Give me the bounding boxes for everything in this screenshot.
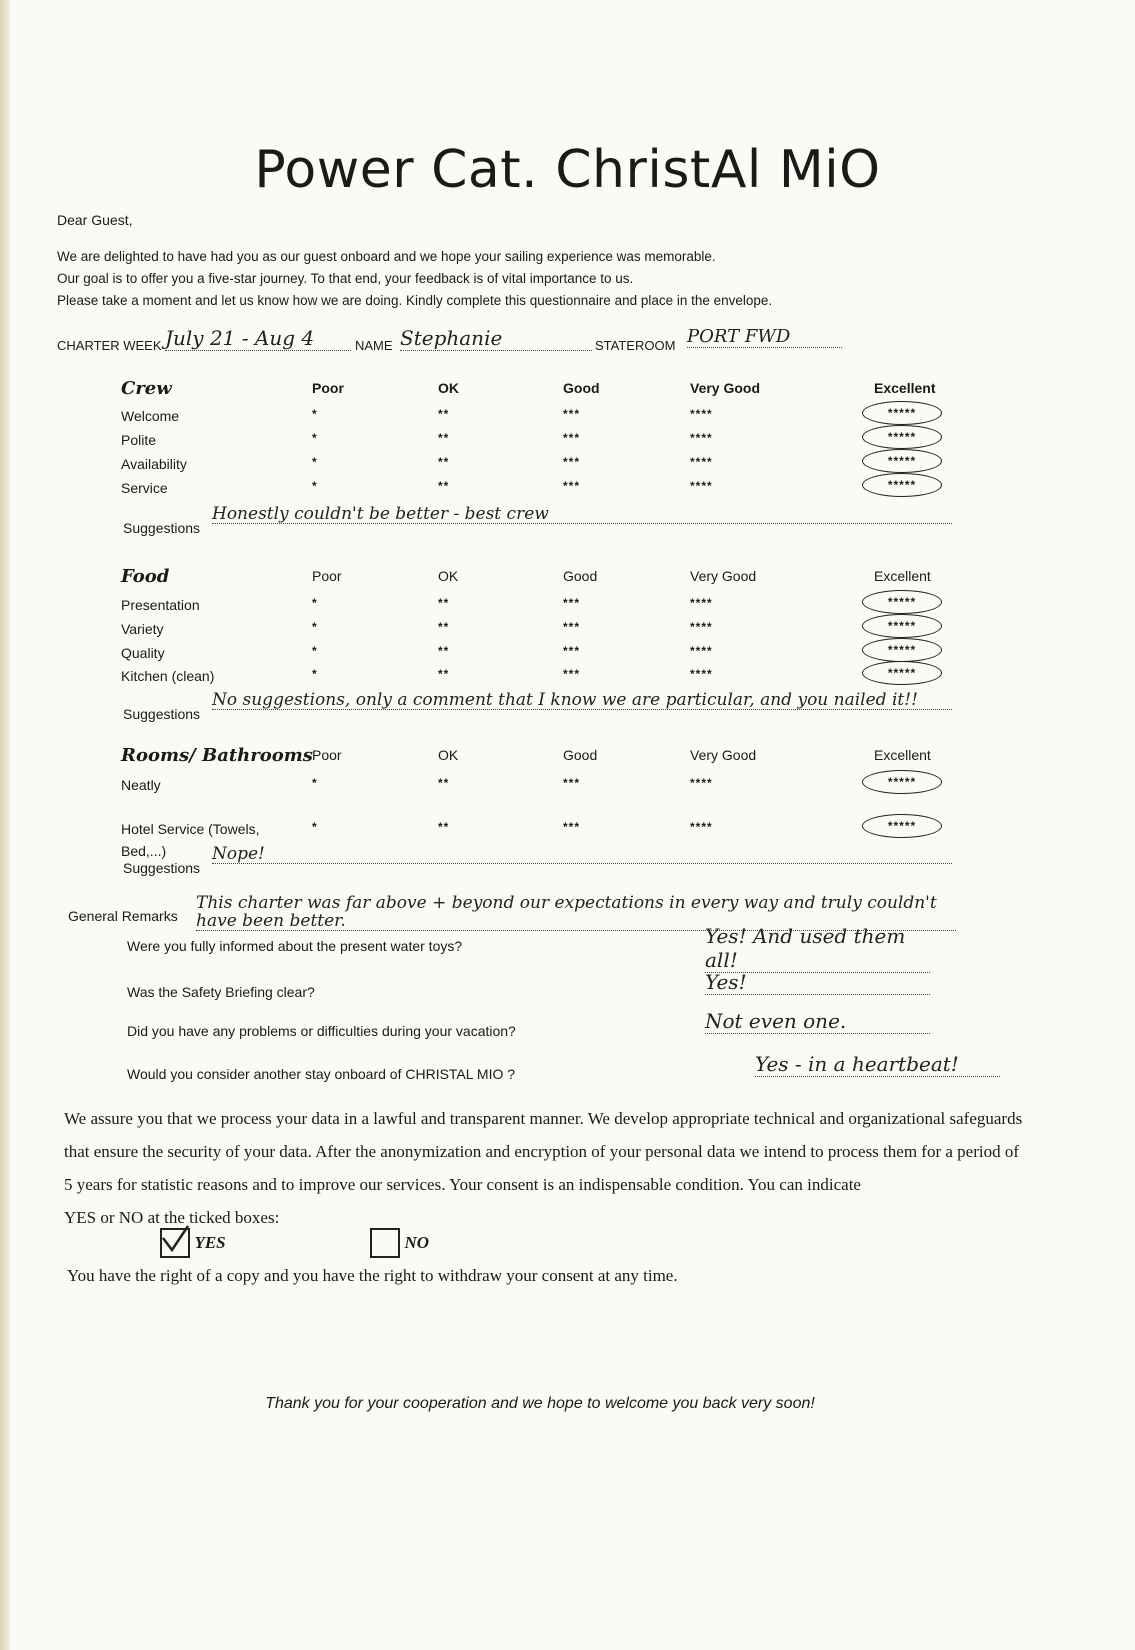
name-field[interactable]: Stephanie [400, 326, 592, 351]
greeting: Dear Guest, [57, 212, 133, 228]
rating-option[interactable]: **** [690, 620, 713, 634]
rating-option[interactable]: * [312, 820, 318, 834]
suggestions-label: Suggestions [123, 860, 201, 876]
rating-item-label: Welcome [121, 408, 180, 424]
rating-option[interactable]: *** [563, 820, 581, 834]
rating-option[interactable]: **** [690, 479, 713, 493]
section-title: Rooms/ Bathrooms [121, 745, 313, 766]
suggestions-label: Suggestions [123, 520, 201, 536]
rating-option[interactable]: ** [438, 479, 450, 493]
column-header: Very Good [690, 568, 757, 584]
column-header: Very Good [690, 380, 761, 396]
section-title: Crew [121, 378, 172, 399]
rating-option[interactable]: * [312, 596, 318, 610]
intro-line: We are delighted to have had you as our guest onboard and we hope your sailing experience was memorable. [57, 249, 716, 264]
rating-option[interactable]: **** [690, 667, 713, 681]
rating-item-label: Polite [121, 432, 157, 448]
column-header: Very Good [690, 747, 757, 763]
no-label: NO [404, 1233, 430, 1252]
general-remarks-field[interactable]: This charter was far above + beyond our expectations in every way and truly couldn't have been better. [196, 894, 956, 931]
column-header: OK [438, 380, 459, 396]
intro-line: Please take a moment and let us know how we are doing. Kindly complete this questionnaire and place in the envelope. [57, 293, 773, 308]
answer-field[interactable]: Yes - in a heartbeat! [755, 1052, 1000, 1077]
consent-no[interactable] [370, 1228, 429, 1258]
question-text: Would you consider another stay onboard of CHRISTAL MIO ? [127, 1066, 516, 1082]
rating-item-label: Quality [121, 645, 165, 661]
suggestions-field[interactable]: Honestly couldn't be better - best crew [212, 506, 952, 524]
question-text: Did you have any problems or difficulties during your vacation? [127, 1023, 516, 1039]
rating-option[interactable]: ** [438, 455, 450, 469]
intro-text [57, 246, 957, 312]
rating-option[interactable]: *** [563, 455, 581, 469]
column-header: Good [563, 380, 600, 396]
column-header: Good [563, 568, 598, 584]
rating-option[interactable]: **** [690, 407, 713, 421]
rating-option[interactable]: *** [563, 596, 581, 610]
rating-option[interactable]: *** [563, 407, 581, 421]
privacy-text [64, 1102, 1024, 1234]
yes-checkbox[interactable] [160, 1228, 190, 1258]
rating-option[interactable]: **** [690, 776, 713, 790]
rating-option[interactable]: **** [690, 820, 713, 834]
rating-option-selected[interactable]: ***** [862, 590, 942, 614]
column-header: Poor [312, 380, 344, 396]
column-header: Excellent [874, 380, 936, 396]
rating-item-label: Kitchen (clean) [121, 668, 215, 684]
rating-option[interactable]: * [312, 431, 318, 445]
checkmark-icon [160, 1224, 190, 1254]
answer-field[interactable]: Yes! [705, 970, 930, 995]
answer-field[interactable]: Not even one. [705, 1009, 930, 1034]
rating-option[interactable]: ** [438, 596, 450, 610]
section-title: Food [121, 566, 170, 587]
suggestions-field[interactable]: Nope! [212, 846, 952, 864]
rating-option[interactable]: ** [438, 620, 450, 634]
rating-option-selected[interactable]: ***** [862, 473, 942, 497]
rating-item-label: Variety [121, 621, 164, 637]
column-header: OK [438, 747, 459, 763]
stateroom-label: STATEROOM [595, 338, 676, 353]
suggestions-field[interactable]: No suggestions, only a comment that I know we are particular, and you nailed it!! [212, 692, 952, 710]
rating-option[interactable]: * [312, 407, 318, 421]
charter-week-label: CHARTER WEEK [57, 338, 162, 353]
yes-label: YES [194, 1233, 226, 1252]
rating-option[interactable]: ** [438, 820, 450, 834]
question-text: Were you fully informed about the present water toys? [127, 938, 463, 954]
rating-option[interactable]: *** [563, 479, 581, 493]
rating-option-selected[interactable]: ***** [862, 770, 942, 794]
rating-item-label: Service [121, 480, 168, 496]
general-remarks-label: General Remarks [68, 908, 178, 924]
rating-option[interactable]: ** [438, 431, 450, 445]
header-fields [57, 326, 847, 352]
rating-option[interactable]: * [312, 479, 318, 493]
closing-text: Thank you for your cooperation and we hope to welcome you back very soon! [265, 1395, 815, 1412]
column-header: Poor [312, 747, 342, 763]
rating-option-selected[interactable]: ***** [862, 401, 942, 425]
rating-option[interactable]: *** [563, 644, 581, 658]
charter-week-field[interactable]: July 21 - Aug 4 [165, 326, 351, 351]
rating-option[interactable]: * [312, 667, 318, 681]
rating-option-selected[interactable]: ***** [862, 425, 942, 449]
no-checkbox[interactable] [370, 1228, 400, 1258]
rating-option[interactable]: *** [563, 667, 581, 681]
rating-option[interactable]: ** [438, 644, 450, 658]
rating-option[interactable]: *** [563, 431, 581, 445]
answer-field[interactable]: Yes! And used them all! [705, 924, 930, 973]
rating-option-selected[interactable]: ***** [862, 661, 942, 685]
rating-item-label: Neatly [121, 777, 161, 793]
rating-option[interactable]: * [312, 644, 318, 658]
rating-option[interactable]: * [312, 776, 318, 790]
column-header: OK [438, 568, 459, 584]
name-label: NAME [355, 338, 393, 353]
privacy-tick-line: YES or NO at the ticked boxes: [64, 1208, 280, 1227]
rating-option[interactable]: ** [438, 407, 450, 421]
rating-option[interactable]: *** [563, 776, 581, 790]
column-header: Poor [312, 568, 342, 584]
rating-option-selected[interactable]: ***** [862, 814, 942, 838]
rights-text: You have the right of a copy and you have the right to withdraw your consent at any time. [67, 1266, 678, 1285]
intro-line: Our goal is to offer you a five-star journey. To that end, your feedback is of vital importance to us. [57, 271, 634, 286]
rating-option[interactable]: *** [563, 620, 581, 634]
column-header: Excellent [874, 747, 931, 763]
privacy-paragraph: We assure you that we process your data in a lawful and transparent manner. We develop appropriate technical and organizational safeguards that ensure the security of your data. After the anonymization and encryption of your personal data we intend to process them for a period of 5 years for statistic reasons and to improve our services. Your consent is an indispensable condition. You can indicate [64, 1109, 1023, 1194]
rating-option[interactable]: **** [690, 644, 713, 658]
rating-option[interactable]: **** [690, 596, 713, 610]
rating-item-label: Availability [121, 456, 187, 472]
stateroom-field[interactable]: PORT FWD [687, 326, 842, 348]
consent-yes[interactable] [160, 1228, 226, 1258]
rating-option-selected[interactable]: ***** [862, 614, 942, 638]
rating-option[interactable]: * [312, 455, 318, 469]
rating-option[interactable]: **** [690, 455, 713, 469]
rating-item-label: Hotel Service (Towels, Bed,...) [121, 821, 260, 859]
suggestions-label: Suggestions [123, 706, 201, 722]
question-text: Was the Safety Briefing clear? [127, 984, 315, 1000]
rating-option[interactable]: ** [438, 667, 450, 681]
rating-option-selected[interactable]: ***** [862, 638, 942, 662]
column-header: Good [563, 747, 598, 763]
rating-option[interactable]: ** [438, 776, 450, 790]
page-title: Power Cat. ChristAl MiO [254, 140, 881, 200]
rating-option[interactable]: * [312, 620, 318, 634]
column-header: Excellent [874, 568, 931, 584]
rating-option-selected[interactable]: ***** [862, 449, 942, 473]
rating-option[interactable]: **** [690, 431, 713, 445]
rating-item-label: Presentation [121, 597, 200, 613]
